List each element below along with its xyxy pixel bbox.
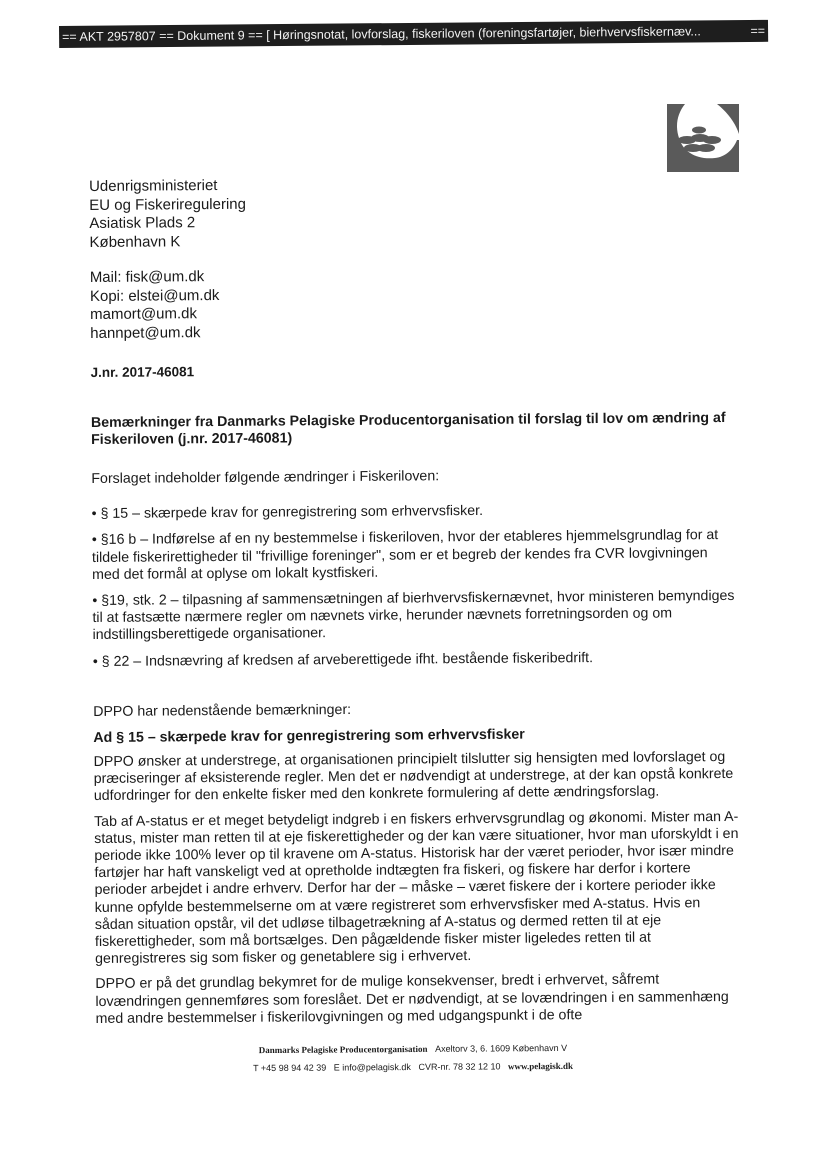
bullet-item: • §16 b – Indførelse af en ny bestemmelse i fiskeriloven, hvor der etableres hjemmelsgrundlag for at tildele fiskerirettigheder til "frivillige foreninger", som er et begreb der kendes fra CVR lovgivningen med det formål at oplyse om lokalt kystfiskeri. [91, 527, 719, 583]
footer-org-name: Danmarks Pelagiske Producentorganisation [258, 1043, 428, 1056]
footer-phone: T +45 98 94 42 39 [253, 1062, 327, 1074]
footer-email: E info@pelagisk.dk [333, 1062, 411, 1073]
bullet-item: • §19, stk. 2 – tilpasning af sammensætningen af bierhvervsfiskernævnet, hvor ministeren bemyndiges til at fastsætte nærmere regler om nævnets virke, herunder nævnets forretningsorden og om indstillingsberettigede organisationer. [92, 587, 735, 644]
intro-text: Forslaget indeholder følgende ændringer i Fiskeriloven: [91, 468, 440, 487]
body-paragraph: DPPO er på det grundlag bekymret for de mulige konsekvenser, bredt i erhvervet, såfremt lovændringen gennemføres som foreslået. Det er nødvendigt, at se lovændringen i en sammenhæng med andre bestemmelser i fiskerilovgivningen og med udgangspunkt i de ofte [95, 972, 729, 1027]
letter-body [89, 173, 741, 1028]
bullet-item: • § 15 – skærpede krav for genregistrering som erhvervsfisker. [91, 503, 484, 523]
fish-logo-icon [667, 104, 739, 172]
footer-address: Axeltorv 3, 6. 1609 København V [435, 1042, 568, 1054]
bullet-item: • § 22 – Indsnævring af kredsen af arveberettigede ifht. bestående fiskeribedrift. [92, 649, 594, 670]
letter-footer [228, 1039, 598, 1078]
body-paragraph: DPPO ønsker at understrege, at organisationen principielt tilslutter sig hensigten med lovforslaget og præciseringer af eksisterende regler. Men det er nødvendigt at understrege, at der kan opstå konkrete udfordringer for den enkelte fisker med den konkrete formulering af dette ændringsforslag. [93, 749, 734, 805]
document-title: Bemærkninger fra Danmarks Pelagiske Producentorganisation til forslag til lov om ændring af Fiskeriloven (j.nr. 2017-46081) [90, 410, 726, 448]
section-heading: Ad § 15 – skærpede krav for genregistrering som erhvervsfisker [93, 726, 525, 747]
body-paragraph: Tab af A-status er et meget betydeligt indgreb i en fiskers erhvervsgrundlag og økonomi. Mister man A-status, mister man retten til at eje fiskerettigheder og der kan være situationer, hvor man uforskyldt i en periode ikke 100% lever op til kravene om A-status. Historisk har der været perioder, hvor især mindre fartøjer har haft vanskeligt ved at opretholde indtægten fra fiskeri, og fiskere har derfor i kortere perioder arbejdet i andre erhverv. Derfor har der – måske – været fiskere der i kortere perioder ikke kunne opfylde bestemmelserne om at være registreret som erhvervsfisker med A-status. Hvis en sådan situation opstår, vil det udløse tilbagetrækning af A-status og dermed retten til at eje fiskerettigheder, som må bortsælges. Den pågældende fisker mister ligeledes retten til at genregistreres sig som fisker og genetablere sig i erhvervet. [93, 808, 739, 968]
header-bar-text: == AKT 2957807 == Dokument 9 == [ Høringsnotat, lovforslag, fiskeriloven (foreningsfartøjer, bierhvervsfiskernæv... [62, 24, 701, 44]
footer-cvr: CVR-nr. 78 32 12 10 [418, 1061, 501, 1072]
contact-extra-1: mamort@um.dk [90, 305, 198, 323]
recipient-department: EU og Fiskeriregulering [89, 195, 247, 214]
remarks-intro: DPPO har nedenstående bemærkninger: [93, 701, 352, 720]
footer-website: www.pelagisk.dk [507, 1060, 574, 1072]
recipient-city: København K [89, 232, 181, 251]
recipient-name: Udenrigsministeriet [89, 176, 218, 195]
case-number: J.nr. 2017-46081 [90, 364, 195, 380]
contact-extra-2: hannpet@um.dk [90, 323, 201, 342]
contact-mail: Mail: fisk@um.dk [89, 268, 205, 286]
document-header-bar [59, 20, 768, 48]
header-bar-end: == [750, 23, 766, 38]
contact-copy: Kopi: elstei@um.dk [89, 286, 220, 305]
recipient-street: Asiatisk Plads 2 [89, 214, 196, 232]
